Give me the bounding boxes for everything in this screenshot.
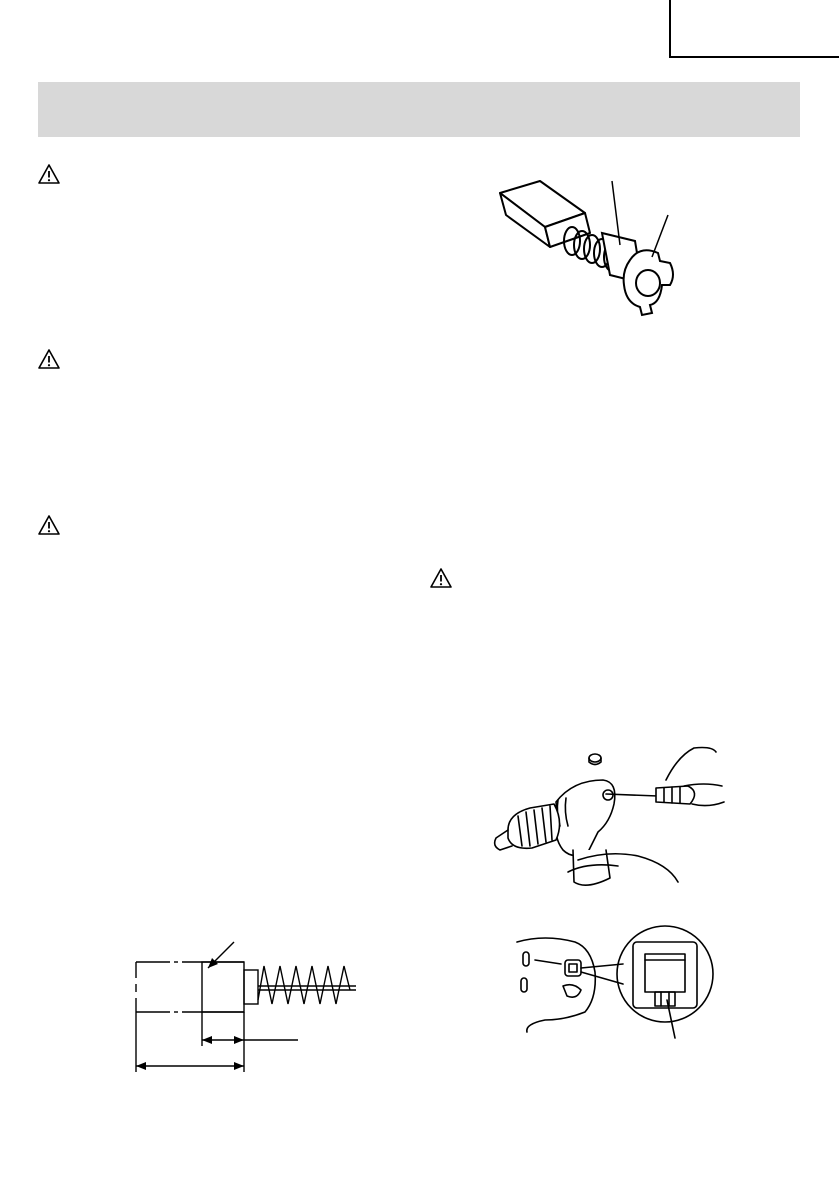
warning-triangle-icon [430,568,452,588]
page-tab-box [669,0,839,58]
warning-triangle-icon [38,349,60,369]
section-title-bar [38,82,800,137]
carbon-brush-diagram [490,175,700,325]
drill-brush-cap-removal-illustration [478,742,728,892]
carbon-brush-wear-limit-diagram [130,940,360,1075]
warning-triangle-icon [38,515,60,535]
drill-brush-cap-detail-illustration [515,920,725,1045]
warning-triangle-icon [38,164,60,184]
